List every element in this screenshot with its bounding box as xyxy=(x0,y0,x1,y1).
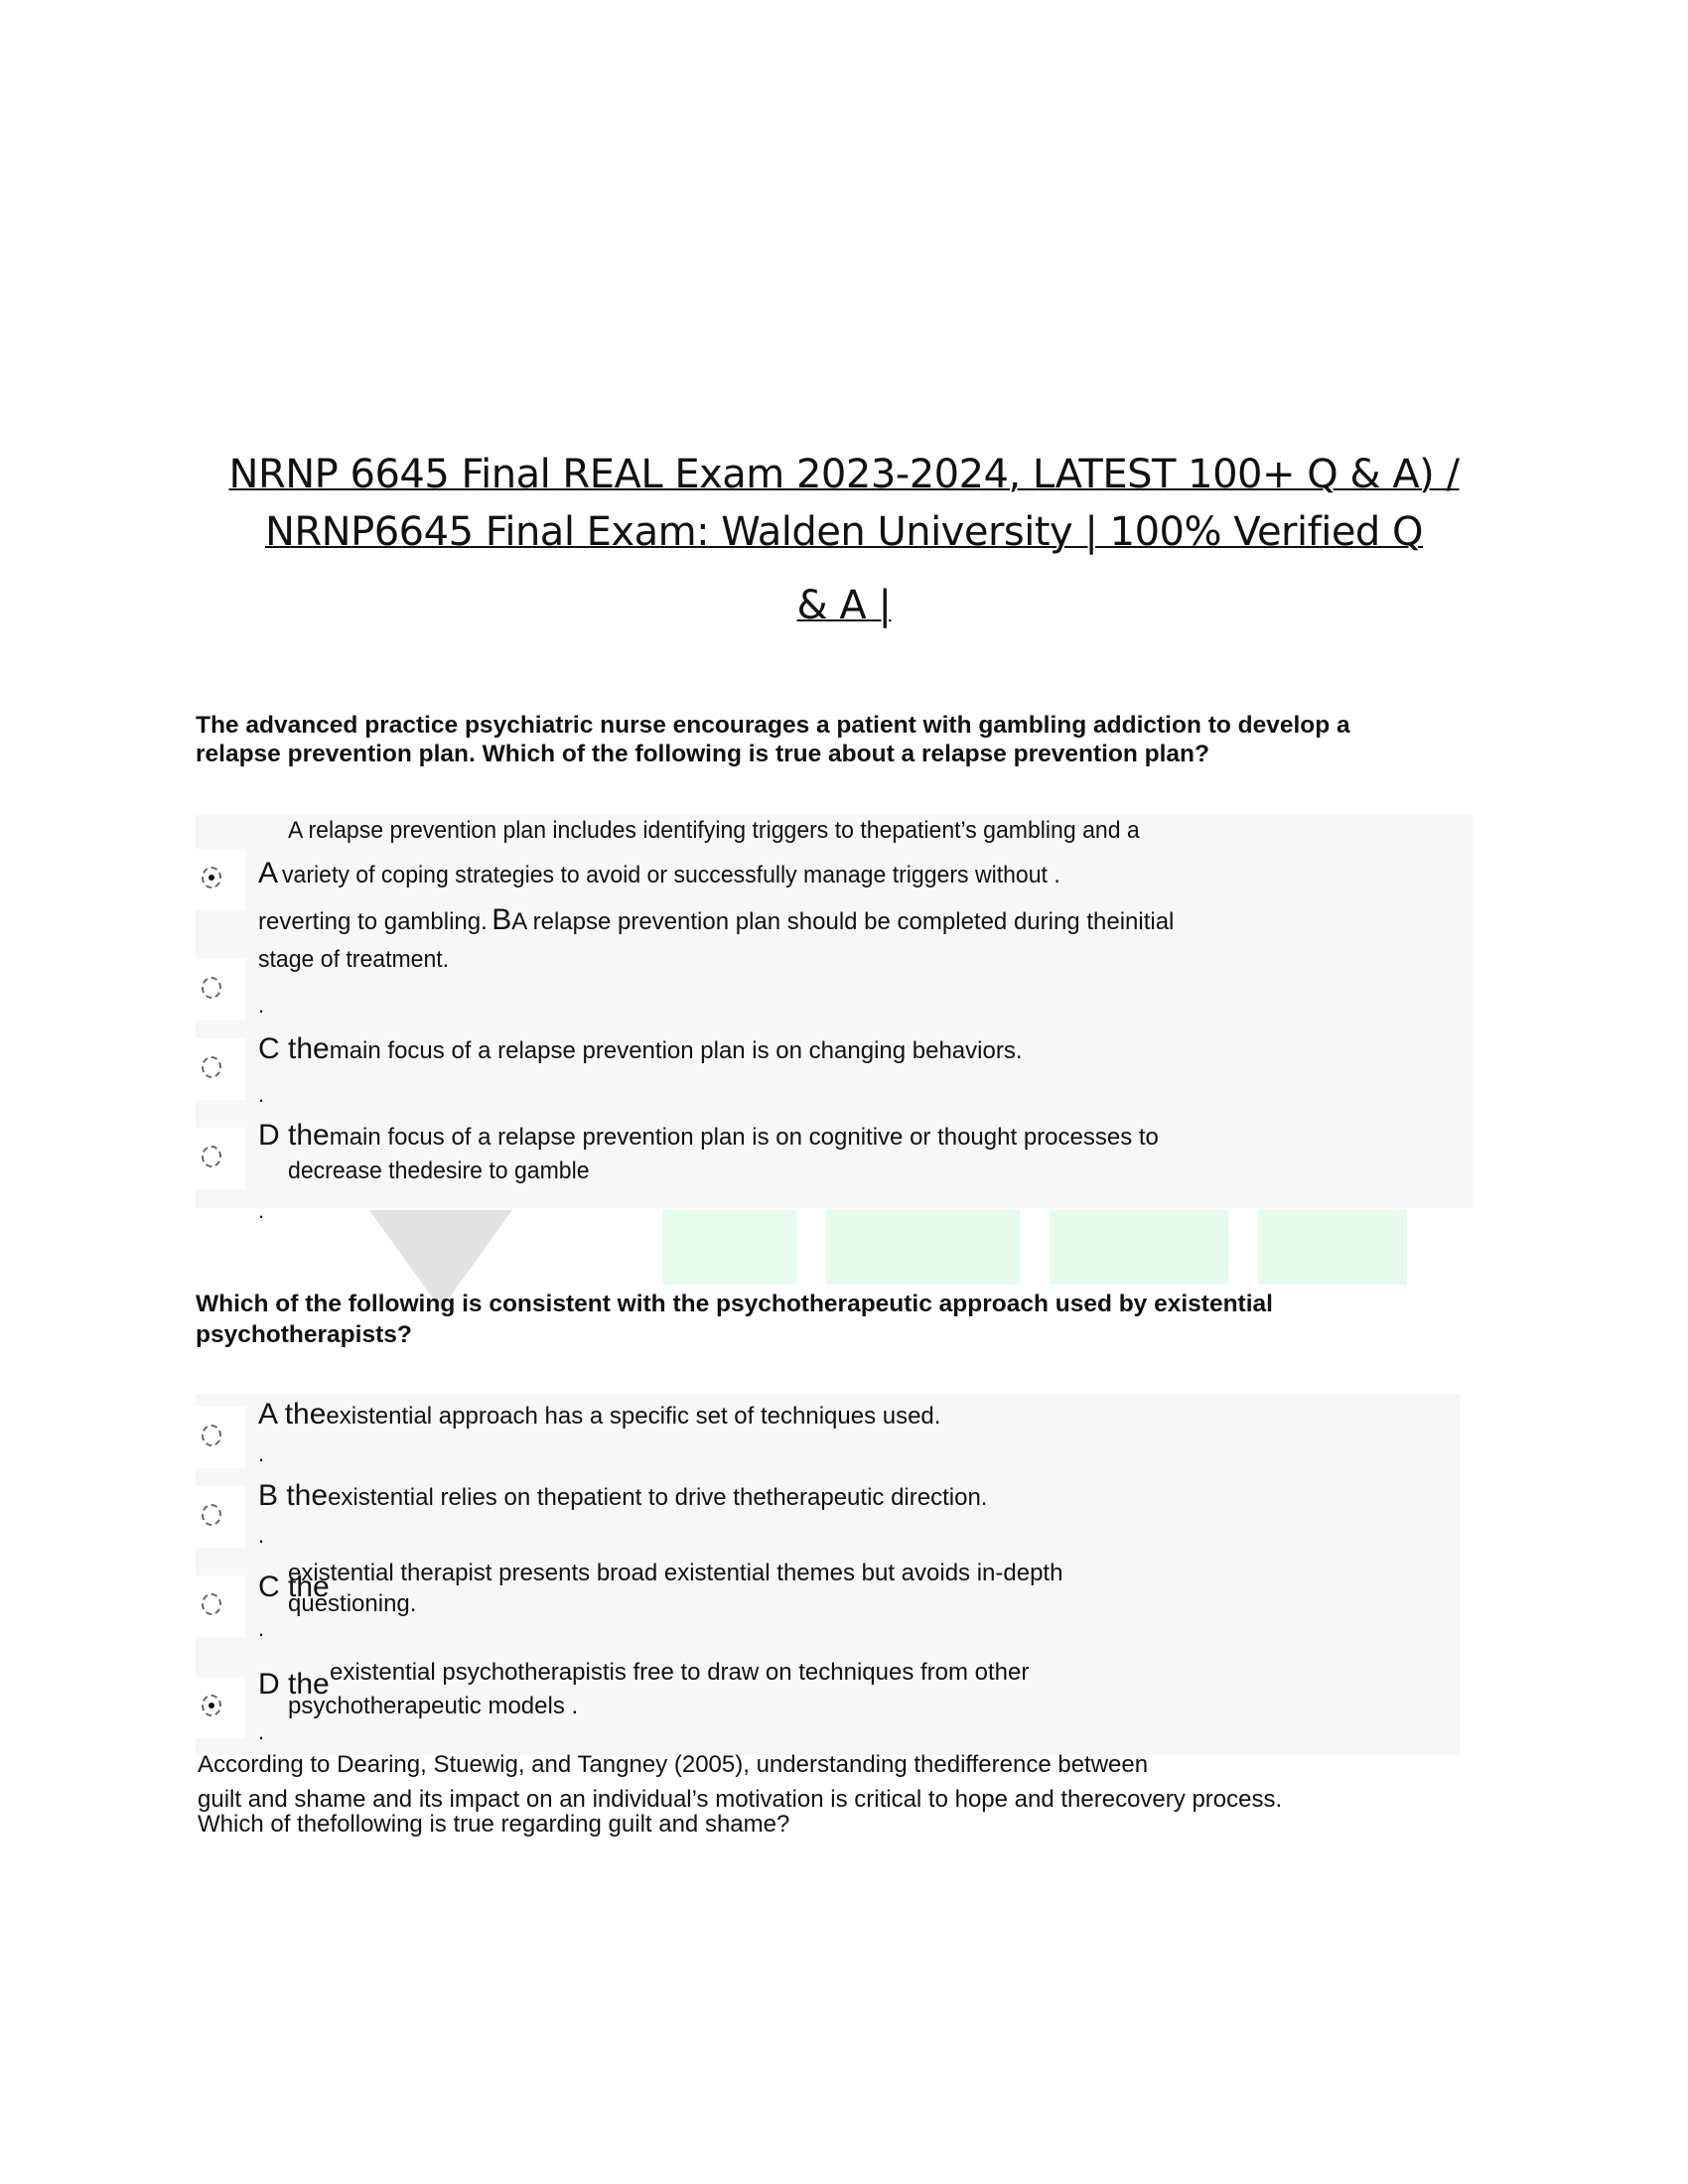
option-c xyxy=(258,1032,1023,1066)
radio-option-d[interactable] xyxy=(196,1677,245,1738)
option-a-text-end: reverting to gambling. xyxy=(258,908,488,935)
option-a-text: variety of coping strategies to avoid or successfully manage triggers without . xyxy=(282,862,1061,888)
radio-option-c[interactable] xyxy=(196,1038,245,1100)
question-3-text-cont: guilt and shame and its impact on an individual’s motivation is critical to hope and therecovery process. xyxy=(198,1786,1283,1813)
option-a-text-pre: A relapse prevention plan includes identifying triggers to thepatient’s gambling and a xyxy=(288,817,1140,844)
document-title-line-1: NRNP 6645 Final REAL Exam 2023-2024, LATEST 100+ Q & A) / xyxy=(228,452,1460,497)
radio-option-b[interactable] xyxy=(196,959,245,1021)
radio-option-d[interactable] xyxy=(196,1128,245,1189)
radio-option-a[interactable] xyxy=(196,1407,245,1468)
question-3-text: According to Dearing, Stuewig, and Tangney (2005), understanding thedifference between xyxy=(198,1751,1149,1778)
document-title-line-2: NRNP6645 Final Exam: Walden University | 100% Verified Q xyxy=(264,509,1424,555)
option-a xyxy=(258,1398,940,1432)
option-b-text: existential relies on thepatient to drive thetherapeutic direction. xyxy=(328,1484,988,1511)
option-d xyxy=(258,1119,1159,1153)
watermark-pass xyxy=(662,1210,1407,1285)
option-c-text: main focus of a relapse prevention plan is on changing behaviors. xyxy=(329,1037,1023,1064)
question-1-text-cont: relapse prevention plan. Which of the following is true about a relapse prevention plan? xyxy=(196,741,1209,767)
option-d-text: main focus of a relapse prevention plan is on cognitive or thought processes to xyxy=(329,1124,1159,1151)
question-1-text: The advanced practice psychiatric nurse encourages a patient with gambling addiction to develop a xyxy=(196,712,1350,739)
separator-dot: . xyxy=(258,1082,265,1107)
option-b-text-cont: stage of treatment. xyxy=(258,946,450,973)
separator-dot: . xyxy=(258,1523,265,1548)
option-a-text: existential approach has a specific set of techniques used. xyxy=(326,1403,941,1430)
option-letter: D the xyxy=(258,1119,330,1152)
question-3-text-end: Which of thefollowing is true regarding guilt and shame? xyxy=(198,1811,790,1838)
question-2-text-cont: psychotherapists? xyxy=(196,1321,412,1348)
separator-dot: . xyxy=(258,1616,265,1641)
option-letter: A xyxy=(258,857,279,889)
option-d-text-cont: decrease thedesire to gamble xyxy=(288,1158,590,1184)
option-b xyxy=(258,903,1174,937)
option-a xyxy=(258,857,1093,890)
document-title-line-3: & A | xyxy=(796,583,892,628)
radio-option-c[interactable] xyxy=(196,1575,245,1637)
option-b xyxy=(258,1479,987,1513)
option-b-text: A relapse prevention plan should be completed during theinitial xyxy=(511,908,1175,935)
separator-dot: . xyxy=(258,993,265,1018)
option-d-text-cont: psychotherapeutic models . xyxy=(288,1693,579,1719)
separator-dot: . xyxy=(258,1198,265,1223)
option-c-text-cont: questioning. xyxy=(288,1590,417,1617)
question-2-text: Which of the following is consistent with the psychotherapeutic approach used by existential xyxy=(196,1291,1273,1317)
option-letter: C the xyxy=(258,1570,330,1603)
option-letter: B xyxy=(492,903,512,936)
option-letter: A the xyxy=(258,1398,327,1431)
option-letter: B the xyxy=(258,1479,329,1512)
separator-dot: . xyxy=(258,1719,265,1744)
radio-option-a[interactable] xyxy=(196,849,245,910)
option-letter: D the xyxy=(258,1668,330,1701)
option-letter: C the xyxy=(258,1032,330,1065)
radio-option-b[interactable] xyxy=(196,1486,245,1548)
option-d-text: existential psychotherapistis free to draw on techniques from other xyxy=(330,1659,1030,1686)
option-c-text: existential therapist presents broad existential themes but avoids in-depth xyxy=(288,1560,1063,1586)
separator-dot: . xyxy=(258,1441,265,1466)
